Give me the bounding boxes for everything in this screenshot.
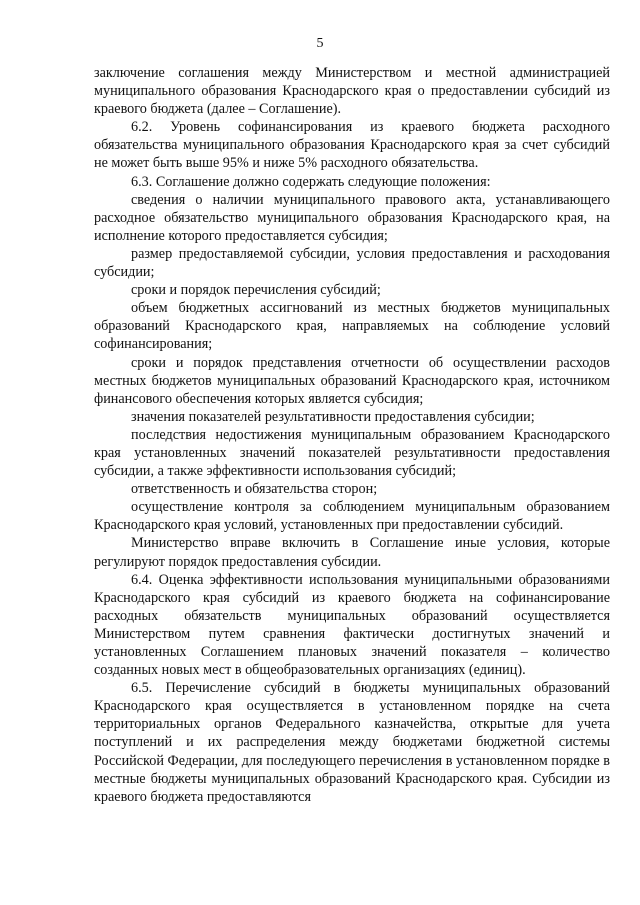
list-item: сроки и порядок перечисления субсидий; — [131, 282, 381, 299]
paragraph-6-2: 6.2. Уровень софинансирования из краевого бюджета расходного обязательства муниципального образования Краснодарского края за счет субсидий не может быть выше 95% и ниже 5% расходного обязательства. — [94, 119, 610, 172]
list-item: размер предоставляемой субсидии, условия предоставления и расходования субсидии; — [94, 245, 610, 281]
paragraph-6-5: 6.5. Перечисление субсидий в бюджеты муниципальных образований Краснодарского края осуществляется в установленном порядке на счета территориальных органов Федерального казначейства, открытые для учета поступлений и их распределения между бюджетами бюджетной системы Российской Федерации, для последующего перечисления в установленном порядке в местные бюджеты муниципальных образований Краснодарского края. Субсидии из краевого бюджета предоставляются — [94, 680, 610, 805]
page-number: 5 — [316, 36, 324, 51]
list-item: последствия недостижения муниципальным образованием Краснодарского края установленных значений показателей результативности предоставления субсидии, а также эффективности использования субсидий; — [94, 426, 610, 480]
paragraph-continuation: заключение соглашения между Министерством и местной администрацией муниципального образования Краснодарского края о предоставлении субсидий из краевого бюджета (далее – Соглашение). — [94, 65, 610, 118]
list-item: сроки и порядок представления отчетности об осуществлении расходов местных бюджетов муниципальных образований Краснодарского края, источником финансового обеспечения которых является субсидия; — [94, 354, 610, 407]
list-item: осуществление контроля за соблюдением муниципальным образованием Краснодарского края условий, установленных при предоставлении субсидий. — [94, 499, 610, 534]
document-body — [94, 64, 610, 806]
paragraph-6-3: 6.3. Соглашение должно содержать следующие положения: — [131, 173, 491, 190]
paragraph-ministry-right: Министерство вправе включить в Соглашение иные условия, которые регулируют порядок предоставления субсидии. — [94, 535, 610, 570]
list-item: ответственность и обязательства сторон; — [131, 481, 378, 498]
list-item: значения показателей результативности предоставления субсидии; — [131, 408, 535, 425]
paragraph-6-4: 6.4. Оценка эффективности использования муниципальными образованиями Краснодарского края субсидий из краевого бюджета на софинансирование расходных обязательств муниципальных образований осуществляется Министерством путем сравнения фактически достигнутых значений и установленных Соглашением плановых значений показателя – количество созданных новых мест в общеобразовательных организациях (единиц). — [94, 571, 610, 679]
list-item: сведения о наличии муниципального правового акта, устанавливающего расходное обязательство муниципального образования Краснодарского края, на исполнение которого предоставляется субсидия; — [94, 191, 610, 244]
list-item: объем бюджетных ассигнований из местных бюджетов муниципальных образований Краснодарского края, направляемых на соблюдение условий софинансирования; — [94, 300, 610, 353]
